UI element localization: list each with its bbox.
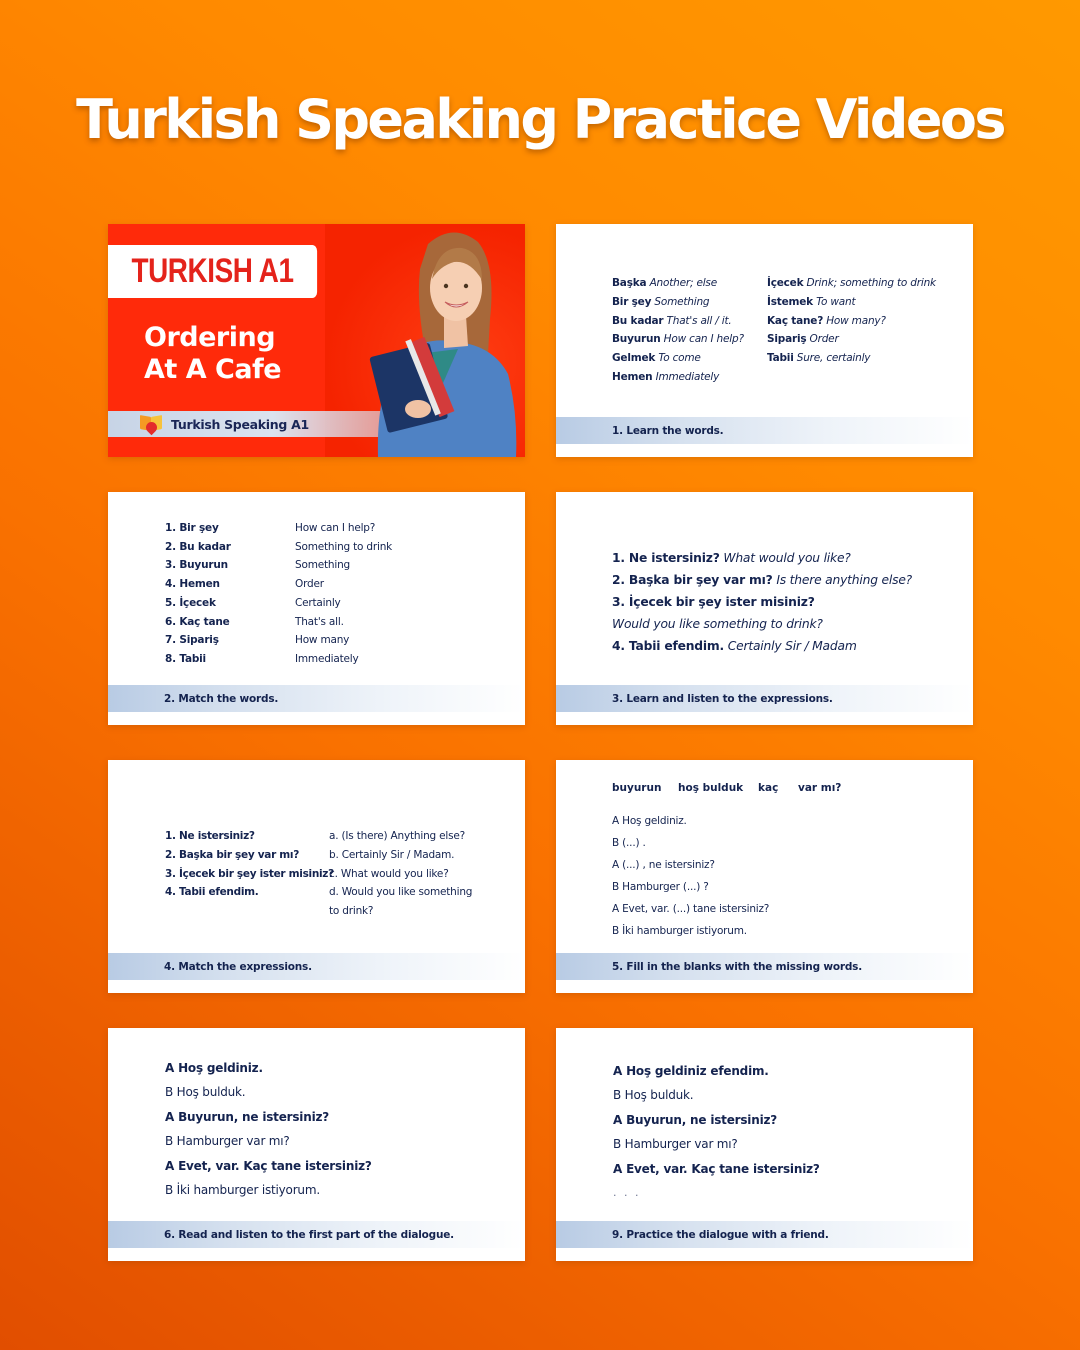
list-item: 1. Ne istersiniz? bbox=[165, 830, 255, 842]
dialogue-line: B Hoş bulduk. bbox=[165, 1085, 246, 1100]
book-heart-logo-icon bbox=[140, 414, 162, 434]
slide-learn-expressions[interactable] bbox=[556, 492, 973, 725]
expressions-turkish-list bbox=[165, 827, 334, 902]
list-item: c. What would you like? bbox=[329, 867, 449, 880]
word-bank-item: hoş bulduk bbox=[678, 782, 744, 794]
thumbnail-title-line-1: Ordering bbox=[144, 322, 276, 353]
word-bank-item: var mı? bbox=[798, 782, 842, 794]
vocab-item: Gelmek To come bbox=[612, 352, 701, 365]
video-thumbnail-card[interactable] bbox=[108, 224, 525, 457]
vocab-item: Hemen Immediately bbox=[612, 370, 720, 383]
slide-label: 9. Practice the dialogue with a friend. bbox=[556, 1221, 973, 1248]
list-item: 2. Başka bir şey var mı? bbox=[165, 848, 300, 861]
expressions-english-list bbox=[329, 827, 504, 921]
vocab-item: İçecek Drink; something to drink bbox=[767, 277, 936, 289]
level-badge: TURKISH A1 bbox=[108, 245, 317, 298]
dialogue-line: A Buyurun, ne istersiniz? bbox=[165, 1109, 330, 1124]
expression-item: 4. Tabii efendim. Certainly Sir / Madam bbox=[612, 638, 857, 653]
list-item: 3. İçecek bir şey ister misiniz? bbox=[165, 867, 334, 880]
slide-match-expressions[interactable] bbox=[108, 760, 525, 993]
list-item: How can I help? bbox=[295, 522, 376, 534]
vocab-list-left bbox=[612, 274, 744, 387]
slide-label: 3. Learn and listen to the expressions. bbox=[556, 685, 973, 712]
vocab-item: Bu kadar That's all / it. bbox=[612, 314, 732, 327]
word-bank-item: buyurun bbox=[612, 782, 662, 794]
expression-item: 3. İçecek bir şey ister misiniz? bbox=[612, 594, 815, 609]
dialogue-line: A Buyurun, ne istersiniz? bbox=[613, 1112, 778, 1127]
vocab-list-right bbox=[767, 274, 936, 368]
list-item: Certainly bbox=[295, 596, 341, 609]
vocab-item: İstemek To want bbox=[767, 295, 856, 308]
dialogue-line: B Hamburger var mı? bbox=[165, 1134, 290, 1149]
list-item: That's all. bbox=[295, 615, 344, 628]
dialogue-line: A Evet, var. Kaç tane istersiniz? bbox=[165, 1158, 372, 1173]
list-item: 4. Tabii efendim. bbox=[165, 886, 259, 899]
list-item: 4. Hemen bbox=[165, 578, 220, 591]
dialogue-line: B Hoş bulduk. bbox=[613, 1088, 694, 1103]
slide-label: 4. Match the expressions. bbox=[108, 953, 525, 980]
expression-item: 2. Başka bir şey var mı? Is there anything else? bbox=[612, 572, 913, 587]
dialogue-line: B İki hamburger istiyorum. bbox=[612, 925, 747, 937]
dialogue-line: A Evet, var. Kaç tane istersiniz? bbox=[613, 1161, 820, 1176]
expression-item: 1. Ne istersiniz? What would you like? bbox=[612, 551, 851, 565]
slide-fill-blanks[interactable] bbox=[556, 760, 973, 993]
list-item: Something bbox=[295, 559, 350, 572]
fill-blanks-dialogue bbox=[612, 810, 769, 942]
dialogue bbox=[165, 1056, 372, 1202]
vocab-item: Bir şey Something bbox=[612, 295, 710, 308]
vocab-item: Tabii Sure, certainly bbox=[767, 352, 871, 365]
dialogue-line: A Hoş geldiniz efendim. bbox=[613, 1064, 769, 1078]
dialogue-line: B Hamburger var mı? bbox=[613, 1137, 738, 1152]
list-item: 2. Bu kadar bbox=[165, 540, 231, 553]
match-words-english-list bbox=[295, 519, 392, 669]
list-item: d. Would you like something bbox=[329, 886, 473, 899]
dialogue-line: A Hoş geldiniz. bbox=[612, 815, 687, 827]
slide-match-words[interactable] bbox=[108, 492, 525, 725]
list-item: a. (Is there) Anything else? bbox=[329, 830, 466, 842]
slide-label: 5. Fill in the blanks with the missing words. bbox=[556, 953, 973, 980]
page-title: Turkish Speaking Practice Videos bbox=[76, 88, 1004, 151]
list-item: 7. Sipariş bbox=[165, 634, 219, 647]
thumbnail-title bbox=[144, 322, 364, 386]
student-photo bbox=[358, 224, 525, 457]
dialogue bbox=[613, 1059, 820, 1205]
ellipsis: . . . bbox=[613, 1186, 641, 1200]
expressions-list bbox=[612, 548, 912, 658]
expression-item: Would you like something to drink? bbox=[612, 616, 823, 631]
dialogue-line: B Hamburger (...) ? bbox=[612, 881, 709, 893]
list-item: 1. Bir şey bbox=[165, 522, 219, 534]
list-item: How many bbox=[295, 634, 350, 647]
dialogue-line: A Hoş geldiniz. bbox=[165, 1061, 263, 1075]
word-bank bbox=[612, 782, 841, 794]
dialogue-line: A (...) , ne istersiniz? bbox=[612, 859, 715, 871]
dialogue-line: B (...) . bbox=[612, 837, 646, 849]
dialogue-line: B İki hamburger istiyorum. bbox=[165, 1183, 320, 1198]
thumbnail-title-line-2: At A Cafe bbox=[144, 354, 282, 385]
vocab-item: Buyurun How can I help? bbox=[612, 333, 744, 346]
slide-learn-words[interactable] bbox=[556, 224, 973, 457]
list-item: 6. Kaç tane bbox=[165, 615, 230, 628]
list-item: b. Certainly Sir / Madam. bbox=[329, 848, 455, 861]
dialogue-line: A Evet, var. (...) tane istersiniz? bbox=[612, 903, 770, 915]
match-words-turkish-list bbox=[165, 519, 231, 669]
slide-label: 1. Learn the words. bbox=[556, 417, 973, 444]
list-item: 3. Buyurun bbox=[165, 559, 228, 572]
slide-label: 6. Read and listen to the first part of the dialogue. bbox=[108, 1221, 525, 1248]
list-item: to drink? bbox=[329, 905, 374, 918]
slide-dialogue-part-1[interactable] bbox=[108, 1028, 525, 1261]
brand-name: Turkish Speaking A1 bbox=[171, 416, 309, 432]
vocab-item: Kaç tane? How many? bbox=[767, 314, 886, 327]
vocab-item: Başka Another; else bbox=[612, 277, 717, 289]
list-item: Something to drink bbox=[295, 540, 393, 553]
list-item: Immediately bbox=[295, 652, 359, 665]
word-bank-item: kaç bbox=[758, 782, 779, 794]
list-item: 8. Tabii bbox=[165, 652, 206, 665]
slide-practice-dialogue[interactable] bbox=[556, 1028, 973, 1261]
vocab-item: Sipariş Order bbox=[767, 333, 839, 346]
slide-label: 2. Match the words. bbox=[108, 685, 525, 712]
list-item: Order bbox=[295, 578, 324, 591]
list-item: 5. İçecek bbox=[165, 596, 216, 609]
